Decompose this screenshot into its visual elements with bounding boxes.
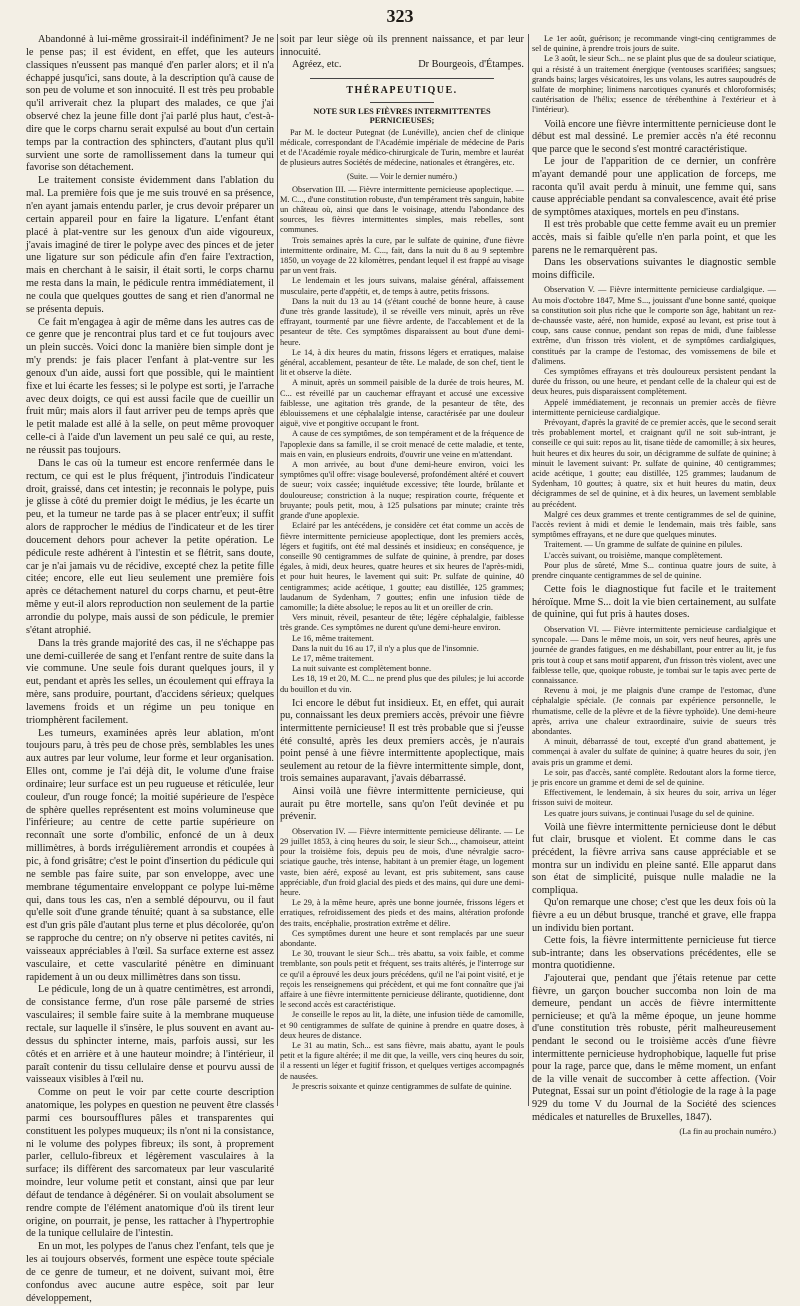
paragraph: Le pédicule, long de un à quatre centimètres, est arrondi, de consistance ferme, d'un rose pâle parsemé de stries vasculaires; il semble faire suite à la membrane muqueuse rectale, sur laquelle il s'insère, le plus souvent en avant au-dessus du sphincter interne, mais, parfois aussi, sur les côtés et en arrière et à une hauteur moindre; à l'intérieur, il paraît contenir du tissu cellulaire dense et pourvu aussi de vaisseaux visibles à l'œil nu. xyxy=(26,984,274,1086)
paragraph: Prévoyant, d'après la gravité de ce premier accès, que le second serait très probablement mortel, et craignant qu'il ne soit sub-intrant, je conseille ce qui suit: repos au lit, tisane tiède de camomille; à six heures, huit heures et dix heures du soir, un décigramme de sulfate de quinine; à minuit le lavement suivant: Pr. sulfate de quinine, 40 centigrammes; acide acétique, 1 goutte; eau distillée, 125 grammes; laudanum de Sydenham, 10 gouttes; à quatre, six et huit heures du matin, deux décigrammes de sel de quinine, et à dix heures, un lavement semblable au précédent. xyxy=(532,417,777,509)
paragraph: Comme on peut le voir par cette courte description anatomique, les polypes en question ne peuvent être classés parmi ces boursoufflures pâles et transparentes qui constituent les polypes muqueux; ils n'ont ni la consistance, ni le volume des polypes fibreux; ils sont, à proprement parler, cellulo-fibreux et légèrement vasculaires à la surface; ils diffèrent des sarcomateux par leur vascularité moindre, leur volume petit et constant, ainsi que par leur défaut de tendance à dégénérer. Si on voulait absolument se rendre compte de l'élément anatomique d'où ils tirent leur origine, on pourrait, je pense, les rattacher à l'hypertrophie de la tunique cellulaire de l'intestin. xyxy=(26,1087,274,1240)
paragraph: Voilà encore une fièvre intermittente pernicieuse dont le début est mal dessiné. Le premier accès n'a été reconnu que parce que le second s'est montré caractéristique. xyxy=(532,118,776,155)
column-1 xyxy=(26,34,274,1304)
paragraph: J'ajouterai que, pendant que j'étais retenue par cette fièvre, un garçon boucher succomba non loin de ma demeure, pendant un accès de fièvre intermittente pernicieuse; et qu'à la même époque, un jeune homme d'une constitution très robuste, périt malheureusement pendant le second ou le troisième accès d'une fièvre intermittente pernicieuse hydrophobique, laquelle fut prise pour la rage, parce que, dans le même moment, un enfant de la ville venait de succomber à cette affection. (Voir Putegnat, Essai sur un point d'étiologie de la rage à la page 929 du tome V du Journal de la Société des sciences médicales et naturelles de Bruxelles, 1847). xyxy=(532,973,776,1123)
paragraph: Observation III. — Fièvre intermittente pernicieuse apoplectique. — M. C..., d'une constitution robuste, d'un tempérament très sanguin, habite un château où, ainsi que dans le voisinage, attendu l'abondance des sources, les fièvres intermittentes simples, mais rebelles, sont communes. xyxy=(280,184,525,235)
paragraph: Dans la très grande majorité des cas, il ne s'échappe pas une demi-cuillerée de sang et l'enfant rentre de suite dans la vie commune. Une seule fois durant quelques jours, il y eut, pendant et après les selles, un écoulement qui effraya la mère, sans produire, pourtant, d'accidens sérieux; quelques lavemens froids et un régime un peu tonique en triomphèrent facilement. xyxy=(26,637,274,726)
paragraph: L'accès suivant, ou troisième, manque complètement. xyxy=(544,550,723,560)
commentary-3 xyxy=(280,698,524,824)
paragraph: Vers minuit, réveil, pesanteur de tête; légère céphalalgie, faiblesse très grande. Ces symptômes ne durent qu'une demi-heure environ. xyxy=(280,613,524,633)
paragraph: Malgré ces deux grammes et trente centigrammes de sel de quinine, l'accès revient à midi et demie le lendemain, mais très faible, sans symptômes effrayans, et ne dure que quelques minutes. xyxy=(532,509,776,540)
salutation: Agréez, etc. xyxy=(292,59,342,71)
paragraph: A mon arrivée, au bout d'une demi-heure environ, voici les symptômes qu'il offre: visage bouleversé, profondément altéré et couvert de sueur; voix cassée; inquiétude excessive; tête lourde, brûlante et douloureuse; constriction à la nuque; respiration courte, fréquente et bruyante; pouls petit, mou, à 125 pulsations par minute; crainte très grande d'une apoplexie. xyxy=(280,460,524,521)
paragraph: Eclairé par les antécédens, je considère cet état comme un accès de fièvre intermittente pernicieuse apoplectique, dont les premiers accès, légers et fugitifs, ont été mal dessinés et insidieux; en conséquence, je conseille 90 centigrammes de sulfate de quinine, à prendre, par doses égales, à midi, deux heures, quatre heures et six heures de l'après-midi, et pour huit heures, le lavement qui suit: Pr. sulfate de quinine, 40 centigrammes; acide acétique, 1 goutte; eau distillée, 125 grammes; laudanum de Sydenham, 7 gouttes; enfin une infusion tiède de camomille; la diète absolue; le repos au lit et un oreiller de crin. xyxy=(280,521,524,612)
paragraph: A minuit, débarrassé de tout, excepté d'un grand abattement, je commençai à avaler du sulfate de quinine; à quatre heures du soir, j'en avais pris un gramme et demi. xyxy=(532,737,776,767)
column-rule-2 xyxy=(528,34,529,1106)
paragraph: Trois semaines après la cure, par le sulfate de quinine, d'une fièvre intermittente ordinaire, M. C..., fait, dans la nuit du 8 au 9 septembre 1850, un voyage de 22 kilomètres, pendant lequel il est frappé au visage par un vent frais. xyxy=(280,235,524,276)
paragraph: Traitement. — Un gramme de sulfate de quinine en pilules. xyxy=(544,540,743,550)
section-title: THÉRAPEUTIQUE. xyxy=(346,84,458,96)
to-be-continued: (La fin au prochain numéro.) xyxy=(679,1127,776,1137)
column-3 xyxy=(532,34,777,1137)
paragraph: Les 18, 19 et 20, M. C... ne prend plus que des pilules; je lui accorde du bouillon et du vin. xyxy=(280,674,524,694)
letter-closing: soit par leur siège où ils prennent naissance, et par leur innocuité. xyxy=(280,34,524,58)
paragraph: Je prescris soixante et quinze centigrammes de sulfate de quinine. xyxy=(292,1081,512,1091)
paragraph: Il est très probable que cette femme avait eu un premier accès, mais si faible qu'elle n'en parla point, et que les parens ne le remarquèrent pas. xyxy=(532,219,776,256)
column-2 xyxy=(280,34,524,1109)
paragraph: Le 30, trouvant le sieur Sch... très abattu, sa voix faible, et comme tremblante, son pouls petit et fréquent, ses traits altérés, je l'interroge sur ce qu'il a éprouvé les deux jours précédens, qu'il ne l'ai point visité, et je reçois les renseignemens qui précèdent, et qui me font connaître que j'ai affaire à une fièvre intermittente pernicieuse délirante, quotidienne, dont le second accès est caractéristique. xyxy=(280,949,524,1010)
title-underline xyxy=(370,102,434,103)
paragraph: Revenu à moi, je me plaignis d'une crampe de l'estomac, d'une céphalalgie spéciale. (Je connais par expérience personnelle, le rhumatisme, celle de la plèvre et de la fièvre typhoïde). Une demi-heure après, arriva une chaleur extraordinaire, suivie de sueurs très abondantes. xyxy=(532,686,776,737)
paragraph: Les tumeurs, examinées après leur ablation, m'ont toujours paru, à très peu de chose près, semblables les unes aux autres par leur volume, leur forme et leur organisation. Elles ont, comme je l'ai déjà dit, le volume d'une fraise ordinaire; leur surface est un peu rugueuse et réticulée, leur couleur, d'un rouge foncé; la moitié supérieure de l'espèce de sphère quelles représentent est moins volumineuse que l'inférieure; au centre de cette partie supérieure on reconnaît une sorte d'ombilic, enfoncé de un à deux millimètres, à bords irrégulièrement arrondis et coupées à pic, à fond grisâtre; c'est le point d'insertion du pédicule qui ne semble pas faire suite, par son enveloppe, avec une membrane tégumentaire enveloppant ce polype lui-même qui, dans tous les cas, n'en a semblé dépourvu, ou il faut qu'elle soit d'une grande ténuité; quant à sa substance, elle est d'un gris pâle d'autant plus terne et plus décolorée, qu'on se rapproche du centre; on n'y observe ni petites cavités, ni vaisseaux appréciables à l'œil. Sa surface externe est assez vasculaire, et cette vascularité pénètre en diminuant rapidement à un ou deux millimètres dans son tissu. xyxy=(26,727,274,983)
commentary-5 xyxy=(532,584,776,622)
paragraph: Observation VI. — Fièvre intermittente pernicieuse cardialgique et syncopale. — Dans le même mois, un soir, vers neuf heures, après une journée de grandes fatigues, en me déshabillant, pour entrer au lit, je fus pris tout à coup et sans motif apparent, d'un frisson très violent, avec une faiblesse telle, que, quoique robuste, je tombai sur le tapis avec perte de connaissance. xyxy=(532,625,776,686)
observation-4 xyxy=(280,827,524,1092)
paragraph: Ici encore le début fut insidieux. Et, en effet, qui aurait pu, connaissant les deux premiers accès, prévoir une fièvre intermittente pernicieuse! Il est très probable que si j'eusse été consulté, après les deux premiers accès, je n'aurais point pensé à une fièvre intermittente apoplectique, mais seulement au retour de la fièvre intermittente simple, dont, trois semaines auparavant, j'avais débarrassé. xyxy=(280,697,524,785)
commentary-6 xyxy=(532,822,776,1124)
paragraph: Observation IV. — Fièvre intermittente pernicieuse délirante. — Le 29 juillet 1853, à cinq heures du soir, le sieur Sch..., chamoiseur, atteint pour la troisième fois, depuis peu de mois, d'une névralgie sacro-sciatique gauche, très intense, habitant à un premier étage, un logement vaste, bien aéré, exposé au levant, est pris subitement, sans cause appréciable, d'un froid glacial des pieds et des mains, qui dure une demi-heure. xyxy=(280,826,524,897)
paragraph: Le 3 août, le sieur Sch... ne se plaint plus que de sa douleur sciatique, qui a résisté à un traitement énergique (ventouses scarifiées; sangsues; grands bains; larges vésicatoires, les uns volans, les autres saupoudrés de sulfate de morphine; linimens narcotiques cyanurés et chloroformisés; cautérisation de l'hélix; essence de térébenthine à l'extérieur et à l'intérieur). xyxy=(532,54,776,115)
paragraph: Observation V. — Fièvre intermittente pernicieuse cardialgique. — Au mois d'octobre 1847, Mme S..., jouissant d'une bonne santé, quoique sa constitution soit plus riche que le comporte son âge, habitant un rez-de-chaussée vaste, aéré, non humide, exposé au levant, est prise tout à coup, sans cause connue, pendant son repas de midi, d'une faiblesse extrême, d'un frisson très violent, et de symptômes cardialgiques, constitués par la crampe de l'estomac, des vomissemens de bile et d'alimens. xyxy=(532,285,776,366)
observation-6 xyxy=(532,625,776,819)
paragraph: Qu'on remarque une chose; c'est que les deux fois où la fièvre a eu un début brusque, tranché et grave, elle frappa un individu bien portant. xyxy=(532,897,776,934)
paragraph: A cause de ces symptômes, de son tempérament et de la fréquence de l'apoplexie dans sa famille, il se croit menacé de cette maladie, et tente, mais en vain, en plusieurs endroits, d'ouvrir une veine en m'attendant. xyxy=(280,429,524,459)
paragraph: Le 1er août, guérison; je recommande vingt-cinq centigrammes de sel de quinine, à prendre trois jours de suite. xyxy=(532,34,776,54)
page-number: 323 xyxy=(386,6,414,26)
paragraph: La nuit suivante est complètement bonne. xyxy=(292,664,432,674)
paragraph: Le jour de l'apparition de ce dernier, un confrère m'ayant demandé pour une application de forceps, me raconta qu'il avait perdu à minuit, une femme qui, sans cause appréciable pendant sa convalescence, avait été prise de symptômes ataxiques, mortels en peu d'instans. xyxy=(532,156,776,218)
observations-3 xyxy=(280,185,524,695)
paragraph: En un mot, les polypes de l'anus chez l'enfant, tels que je les ai toujours observés, forment une espèce toute spéciale de ce genre de tumeur, et ne doivent, suivant moi, être confondus avec aucune autre espèce, soit par leur développement, xyxy=(26,1241,274,1304)
continuation-note: (Suite. — Voir le dernier numéro.) xyxy=(346,171,458,181)
paragraph: A minuit, après un sommeil paisible de la durée de trois heures, M. C... est réveillé par un cauchemar effrayant et accusé une excessive faiblesse, une agitation très grande, de la pesanteur de tête, des éblouissemens et une céphalalgie intense, caractérisée par une douleur aiguë, vive et pongitive occupant le front. xyxy=(280,378,524,429)
article-title: NOTE SUR LES FIÈVRES INTERMITTENTES PERNICIEUSES; xyxy=(313,106,491,125)
paragraph: Cette fois, la fièvre intermittente pernicieuse fut tierce sub-intrante; dans les observations précédentes, elle se montra quotidienne. xyxy=(532,935,776,972)
paragraph: Abandonné à lui-même grossirait-il indéfiniment? Je ne le pense pas; il est évident, en effet, que les auteurs classiques n'eussent pas manqué d'en parler alors; et il n'a échappé jusqu'ici, sans doute, à la description qu'à cause de son peu de volume et son innocuité. Il est très peu probable qu'il arriverait chez la plupart des malades, ce que j'ai observé chez la jeune fille dont j'ai parlé plus haut, c'est-à-dire que le corps charnu serait expulsé au bout d'un certain temps par la contraction des sphincters, d'autant plus qu'il survient une sorte de ramollissement dans la tumeur qui favorise son détachement. xyxy=(26,34,274,174)
paragraph: Ce fait m'engagea à agir de même dans les autres cas de ce genre que je rencontrai plus tard et ce fut toujours avec un plein succès. Voici donc la manière bien simple dont je m'y prends: je fais placer l'enfant à plat-ventre sur les genoux d'un aide, aussi fort que possible, qui le maintient fixe et lui écarte les fesses; si le polype est sorti, je l'arrache avec deux doigts, ce qui est aussi facile que de cueillir un fruit mûr; mais alors il faut arriver peu de temps après que le petit malade est allé à la selle, on peut même provoquer celle-ci à l'aide d'un lavement un peu salé ce qui, au reste, ne réussit pas toujours. xyxy=(26,316,274,456)
paragraph: Le soir, pas d'accès, santé complète. Redoutant alors la forme tierce, je pris encore un gramme et demi de sel de quinine. xyxy=(532,767,776,788)
paragraph: Dans la nuit du 16 au 17, il n'y a plus que de l'insomnie. xyxy=(292,643,479,653)
paragraph: Dans le cas où la tumeur est encore renfermée dans le rectum, ce qui est le plus fréquent, j'introduis l'indicateur droit, graissé, dans cet intestin; je reconnais le polype, puis je glisse à côté du premier doigt le médius, je les écarte un peu, et la tumeur ne tarde pas à se placer entr'eux; il suffit alors de rapprocher le médius de l'indicateur et de les tirer doucement dehors pour achever la petite opération. Le pédicule reste adhérent à l'intestin et se flétrit, sans doute, car je n'ai jamais vu de récidive, excepté chez la petite fille citée; encore, elle eut lieu seulement une première fois après ce détachement naturel du corps charnu, et peut-être même y eut-il alors reproduction non seulement de la partie arrondie du polype, mais aussi de son pédicule, le premier s'étant atrophié. xyxy=(26,457,274,636)
column-rule-1 xyxy=(277,34,278,1106)
paragraph: Ces symptômes durent une heure et sont remplacés par une sueur abondante. xyxy=(280,928,524,948)
paragraph: Je conseille le repos au lit, la diète, une infusion tiède de camomille, et 90 centigrammes de sulfate de quinine à prendre en quatre doses, à deux heures de distance. xyxy=(280,1010,524,1040)
paragraph: Le 29, à la même heure, après une bonne journée, frissons légers et erratiques, refroidissement des pieds et des mains, altération profonde des traits, encéphalie, prostration extrême et délire. xyxy=(280,898,524,928)
observation-4-end xyxy=(532,34,776,116)
paragraph: Le 16, même traitement. xyxy=(292,633,374,643)
paragraph: Effectivement, le lendemain, à six heures du soir, arriva un léger frisson suivi de moiteur. xyxy=(532,788,776,808)
section-divider xyxy=(310,78,494,79)
paragraph: Pour plus de sûreté, Mme S... continua quatre jours de suite, à prendre cinquante centigrammes de sel de quinine. xyxy=(532,560,776,581)
paragraph: Cette fois le diagnostique fut facile et le traitement héroïque. Mme S... doit la vie bien certainement, au sulfate de quinine, qui fut pris à hautes doses. xyxy=(532,584,776,621)
observation-5 xyxy=(532,285,776,581)
paragraph: Voilà une fièvre intermittente pernicieuse dont le début fut clair, brusque et violent. Et comme dans le cas précédent, la fièvre arriva sans cause appréciable et se montra sur un individu en pleine santé. Elle apparut dans son état de simplicité, puisque nulle maladie ne la compliqua. xyxy=(532,821,776,896)
paragraph: Le 14, à dix heures du matin, frissons légers et erratiques, malaise général, accablement, pesanteur de tête. Le malade, de son chef, tient le lit et observe la diète. xyxy=(280,347,524,378)
commentary-4 xyxy=(532,119,776,283)
author-signature: Dr Bourgeois, d'Étampes. xyxy=(418,59,524,71)
paragraph: Le traitement consiste évidemment dans l'ablation du mal. La première fois que je me suis trouvé en sa présence, n'en ayant jamais entendu parler, je crus devoir préparer un certain appareil pour en faire la ligature. L'enfant étant placé à plat-ventre sur les genoux d'un aide vigoureux, j'avais imaginé de tirer le polype avec des pinces et de jeter une ligature sur son pédicule afin d'en faire l'extraction, mais en cherchant à le saisir, il était sorti, le corps charnu me resta dans la main, le pédicule rentra immédiatement, il ne coula que quelques gouttes de sang et rien d'anormal ne se présenta depuis. xyxy=(26,175,274,315)
paragraph: Le lendemain et les jours suivans, malaise général, affaissement musculaire, perte d'appétit, et, de temps à autre, petits frissons. xyxy=(280,276,524,296)
paragraph: Ainsi voilà une fièvre intermittente pernicieuse, qui aurait pu être mortelle, sans qu'on l'eût devinée et pu prévenir. xyxy=(280,785,524,823)
paragraph: Ces symptômes effrayans et très douloureux persistent pendant la durée du frisson, ou une heure, et pendant celle de la chaleur qui est de deux heures, puis disparaissent complètement. xyxy=(532,366,776,397)
signature-line xyxy=(280,59,524,72)
paragraph: Le 31 au matin, Sch... est sans fièvre, mais abattu, ayant le pouls petit et la figure altérée; il me dit que, la veille, vers cinq heures du soir, il a ressenti un léger et fugitif frisson, et quelques vertiges accompagnés de nausées. xyxy=(280,1040,524,1081)
article-byline: Par M. le docteur Putegnat (de Lunéville), ancien chef de clinique médicale, correspondant de l'Académie impériale de médecine de Paris et de l'Académie royale médico-chirurgicale de Turin, membre et lauréat de plusieurs autres Sociétés de médecine, nationales et étrangères, etc. xyxy=(280,127,524,168)
paragraph: Dans la nuit du 13 au 14 (s'étant couché de bonne heure, à cause d'une très grande lassitude), il se réveille vers minuit, après un rêve effrayant, tourmenté par une fièvre ardente, de l'accablement et de la pesanteur de tête. Ces symptômes disparaissent au bout d'une demi-heure. xyxy=(280,296,524,347)
paragraph: Les quatre jours suivans, je continuai l'usage du sel de quinine. xyxy=(544,808,755,818)
paragraph: Le 17, même traitement. xyxy=(292,653,374,663)
paragraph: Dans les observations suivantes le diagnostic semble moins difficile. xyxy=(532,257,776,281)
paragraph: Appelé immédiatement, je reconnais un premier accès de fièvre intermittente pernicieuse cardialgique. xyxy=(532,397,776,417)
